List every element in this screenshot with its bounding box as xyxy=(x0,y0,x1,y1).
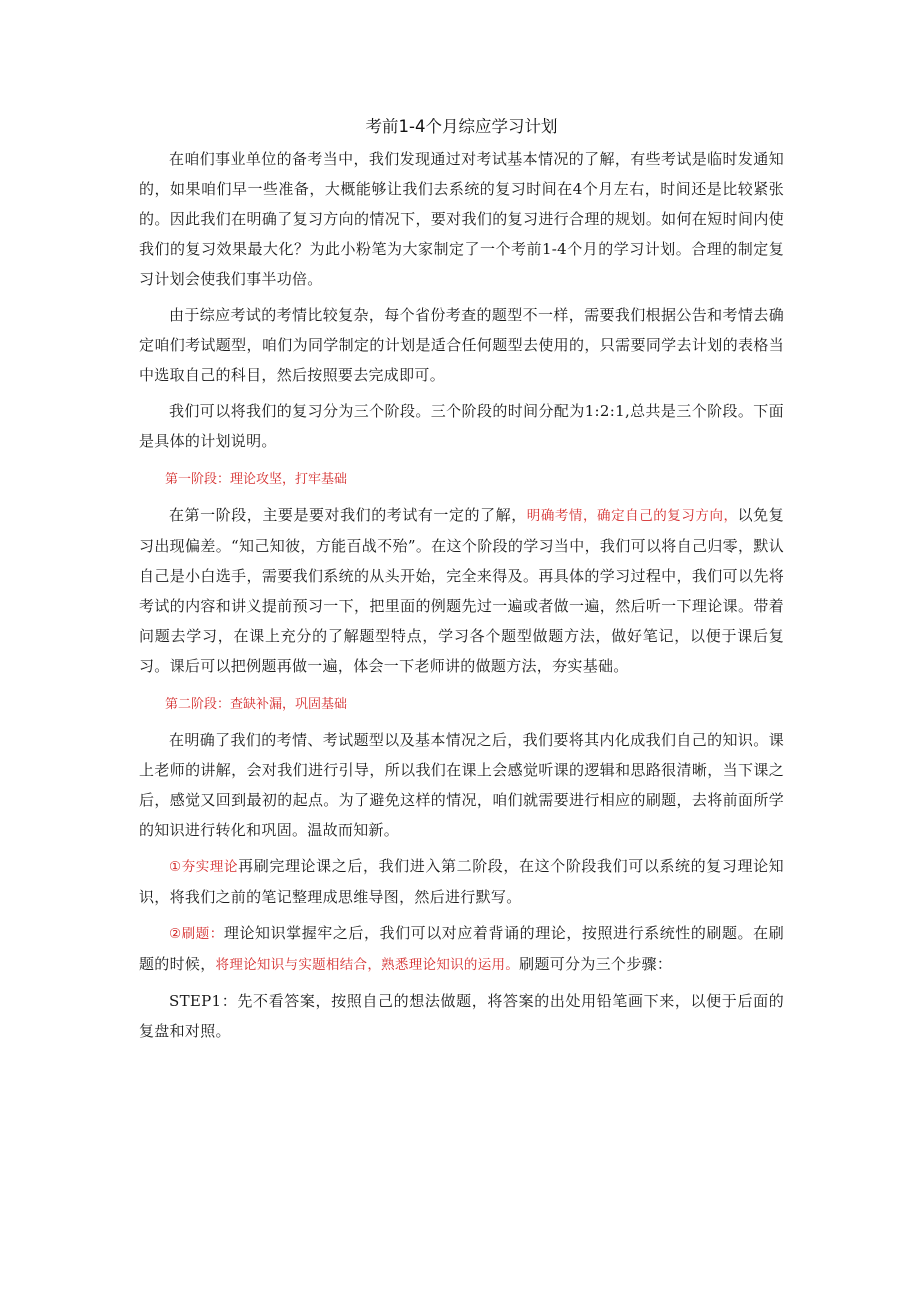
stage2-heading: 第二阶段：查缺补漏，巩固基础 xyxy=(165,697,348,712)
stage1-text-after: 以免复习出现偏差。“知己知彼，方能百战不殆”。在这个阶段的学习当中，我们可以将自己归零，默认自己是小白选手，需要我们系统的从头开始，完全来得及。再具体的学习过程中，我们可以先将考试的内容和讲义提前预习一下，把里面的例题先过一遍或者做一遍，然后听一下理论课。带着问题去学习，在课上充分的了解题型特点，学习各个题型做题方法，做好笔记，以便于课后复习。课后可以把例题再做一遍，体会一下老师讲的做题方法，夯实基础。 xyxy=(139,506,785,675)
stage2-item-2-text-after: 刷题可分为三个步骤： xyxy=(519,955,673,973)
stage2-item-1-text: 再刷完理论课之后，我们进入第二阶段，在这个阶段我们可以系统的复习理论知识，将我们之前的笔记整理成思维导图，然后进行默写。 xyxy=(139,857,784,906)
stage2-step-1: STEP1：先不看答案，按照自己的想法做题，将答案的出处用铅笔画下来，以便于后面的复盘和对照。 xyxy=(139,992,784,1040)
stage1-paragraph xyxy=(139,500,784,681)
stage2-item-1 xyxy=(139,851,784,912)
stage2-item-2 xyxy=(139,918,784,980)
document-page xyxy=(139,112,784,1052)
intro-paragraph-2: 由于综应考试的考情比较复杂，每个省份考查的题型不一样，需要我们根据公告和考情去确定咱们考试题型，咱们为同学制定的计划是适合任何题型去使用的，只需要同学去计划的表格当中选取自己的科目，然后按照要去完成即可。 xyxy=(139,306,784,384)
intro-paragraph-1: 在咱们事业单位的备考当中，我们发现通过对考试基本情况的了解，有些考试是临时发通知的，如果咱们早一些准备，大概能够让我们去系统的复习时间在4个月左右，时间还是比较紧张的。因此我们在明确了复习方向的情况下，要对我们的复习进行合理的规划。如何在短时间内使我们的复习效果最大化？为此小粉笔为大家制定了一个考前1-4个月的学习计划。合理的制定复习计划会使我们事半功倍。 xyxy=(139,150,784,288)
stage1-text-before: 在第一阶段，主要是要对我们的考试有一定的了解， xyxy=(169,506,527,524)
stage2-item-2-label: ②刷题： xyxy=(169,926,224,942)
intro-paragraph-3: 我们可以将我们的复习分为三个阶段。三个阶段的时间分配为1:2:1,总共是三个阶段。下面是具体的计划说明。 xyxy=(139,402,784,450)
stage2-item-1-label: ①夯实理论 xyxy=(169,859,239,875)
document-title: 考前1-4个月综应学习计划 xyxy=(365,117,558,136)
stage1-highlight: 明确考情，确定自己的复习方向， xyxy=(526,508,738,524)
stage2-paragraph-1: 在明确了我们的考情、考试题型以及基本情况之后，我们要将其内化成我们自己的知识。课上老师的讲解，会对我们进行引导，所以我们在课上会感觉听课的逻辑和思路很清晰，当下课之后，感觉又回到最初的起点。为了避免这样的情况，咱们就需要进行相应的刷题，去将前面所学的知识进行转化和巩固。温故而知新。 xyxy=(139,731,784,839)
stage1-heading: 第一阶段：理论攻坚，打牢基础 xyxy=(165,472,348,487)
stage2-item-2-highlight: 将理论知识与实题相结合，熟悉理论知识的运用。 xyxy=(215,957,520,973)
stage2-item-2-text-before: 理论知识掌握牢之后，我们可以对应着背诵的理论，按照进行系统性的刷题。在刷题的时候， xyxy=(139,924,784,973)
